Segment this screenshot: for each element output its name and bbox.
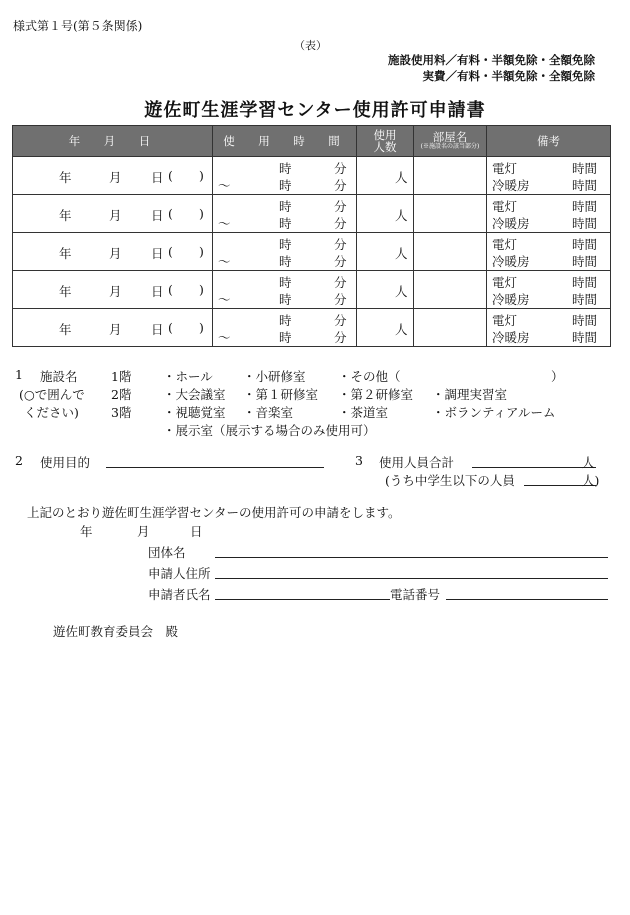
aircon-hours-label: 時間 (572, 216, 598, 231)
weekday-paren-close: ) (199, 282, 204, 297)
room-cell[interactable] (414, 157, 487, 195)
header-date: 年 月 日 (13, 126, 213, 157)
total-people-field[interactable] (472, 467, 596, 468)
range-tilde: ～ (218, 254, 231, 269)
month-label: 月 (109, 208, 122, 223)
room-training-1[interactable]: ・第１研修室 (243, 387, 319, 402)
header-people-line1: 使用 (373, 128, 397, 142)
floor-3-label: 3階 (111, 405, 132, 420)
light-label: 電灯 (492, 275, 518, 290)
students-unit: 人) (582, 473, 600, 488)
time-cell[interactable] (213, 271, 357, 309)
room-tea[interactable]: ・茶道室 (338, 405, 389, 420)
people-unit: 人 (395, 284, 408, 299)
weekday-paren-close: ) (199, 206, 204, 221)
header-room-note: (※施設名の該当部分) (420, 143, 480, 150)
people-cell[interactable] (357, 157, 414, 195)
section1-number: 1 (15, 367, 23, 382)
light-label: 電灯 (492, 161, 518, 176)
aircon-label: 冷暖房 (492, 178, 530, 193)
aircon-hours-label: 時間 (572, 178, 598, 193)
floor-2-label: 2階 (111, 387, 132, 402)
start-hour-label: 時 (279, 199, 292, 214)
time-cell[interactable] (213, 157, 357, 195)
remarks-cell[interactable] (487, 195, 611, 233)
start-minute-label: 分 (334, 313, 347, 328)
people-unit: 人 (395, 170, 408, 185)
day-label: 日 (151, 246, 164, 261)
address-field[interactable] (215, 578, 608, 579)
room-cooking[interactable]: ・調理実習室 (432, 387, 508, 402)
month-label: 月 (109, 284, 122, 299)
actual-cost-status: 実費／有料・半額免除・全額免除 (422, 69, 595, 83)
room-other[interactable]: ・その他（ (338, 369, 401, 384)
range-tilde: ～ (218, 292, 231, 307)
section3-label: 使用人員合計 (379, 455, 455, 470)
section2-label: 使用目的 (40, 455, 91, 470)
start-minute-label: 分 (334, 161, 347, 176)
room-av[interactable]: ・視聴覚室 (163, 405, 226, 420)
application-year: 年 (80, 524, 93, 539)
weekday-paren-close: ) (199, 168, 204, 183)
light-hours-label: 時間 (572, 313, 598, 328)
header-time: 使 用 時 間 (213, 126, 357, 157)
aircon-hours-label: 時間 (572, 292, 598, 307)
header-people (357, 126, 414, 157)
date-cell[interactable] (13, 157, 213, 195)
time-cell[interactable] (213, 233, 357, 271)
people-cell[interactable] (357, 195, 414, 233)
table-row (13, 157, 611, 195)
start-minute-label: 分 (334, 275, 347, 290)
group-name-label: 団体名 (148, 545, 186, 560)
day-label: 日 (151, 284, 164, 299)
range-tilde: ～ (218, 330, 231, 345)
addressee: 遊佐町教育委員会 殿 (53, 624, 179, 639)
room-music[interactable]: ・音楽室 (243, 405, 294, 420)
header-people-line2: 人数 (373, 140, 397, 154)
room-cell[interactable] (414, 271, 487, 309)
aircon-hours-label: 時間 (572, 330, 598, 345)
aircon-label: 冷暖房 (492, 330, 530, 345)
start-hour-label: 時 (279, 275, 292, 290)
people-unit: 人 (395, 246, 408, 261)
total-people-unit: 人 (582, 455, 595, 470)
light-hours-label: 時間 (572, 161, 598, 176)
room-training-2[interactable]: ・第２研修室 (338, 387, 414, 402)
year-label: 年 (59, 170, 72, 185)
light-hours-label: 時間 (572, 275, 598, 290)
aircon-hours-label: 時間 (572, 254, 598, 269)
room-other-close: ） (551, 369, 564, 384)
start-minute-label: 分 (334, 237, 347, 252)
light-label: 電灯 (492, 237, 518, 252)
end-hour-label: 時 (279, 254, 292, 269)
light-label: 電灯 (492, 199, 518, 214)
weekday-paren-open: ( (168, 168, 173, 183)
range-tilde: ～ (218, 216, 231, 231)
end-minute-label: 分 (334, 330, 347, 345)
group-name-field[interactable] (215, 557, 608, 558)
day-label: 日 (151, 170, 164, 185)
table-header-row (13, 126, 611, 157)
weekday-paren-open: ( (168, 320, 173, 335)
application-statement: 上記のとおり遊佐町生涯学習センターの使用許可の申請をします。 (27, 505, 401, 520)
date-cell[interactable] (13, 309, 213, 347)
table-row (13, 195, 611, 233)
aircon-label: 冷暖房 (492, 254, 530, 269)
purpose-field[interactable] (106, 467, 324, 468)
end-minute-label: 分 (334, 254, 347, 269)
end-minute-label: 分 (334, 292, 347, 307)
start-hour-label: 時 (279, 161, 292, 176)
day-label: 日 (151, 208, 164, 223)
applicant-name-label: 申請者氏名 (148, 587, 211, 602)
section1-note-line2: ください) (24, 405, 79, 420)
weekday-paren-open: ( (168, 282, 173, 297)
date-cell[interactable] (13, 271, 213, 309)
start-minute-label: 分 (334, 199, 347, 214)
end-minute-label: 分 (334, 178, 347, 193)
aircon-label: 冷暖房 (492, 216, 530, 231)
table-row (13, 309, 611, 347)
header-remarks: 備考 (487, 126, 611, 157)
time-cell[interactable] (213, 309, 357, 347)
facility-fee-status: 施設使用料／有料・半額免除・全額免除 (388, 53, 595, 67)
section1-note-line1: (○で囲んで (19, 387, 85, 402)
time-cell[interactable] (213, 195, 357, 233)
remarks-cell[interactable] (487, 233, 611, 271)
end-minute-label: 分 (334, 216, 347, 231)
start-hour-label: 時 (279, 313, 292, 328)
room-cell[interactable] (414, 233, 487, 271)
light-label: 電灯 (492, 313, 518, 328)
page-title: 遊佐町生涯学習センター使用許可申請書 (144, 100, 486, 121)
section3-number: 3 (355, 453, 363, 468)
section2-number: 2 (15, 453, 23, 468)
weekday-paren-open: ( (168, 206, 173, 221)
header-room (414, 126, 487, 157)
room-volunteer[interactable]: ・ボランティアルーム (432, 405, 556, 420)
application-month: 月 (137, 524, 150, 539)
people-cell[interactable] (357, 309, 414, 347)
end-hour-label: 時 (279, 216, 292, 231)
weekday-paren-close: ) (199, 320, 204, 335)
light-hours-label: 時間 (572, 199, 598, 214)
start-hour-label: 時 (279, 237, 292, 252)
application-day: 日 (190, 524, 203, 539)
end-hour-label: 時 (279, 330, 292, 345)
section1-label: 施設名 (40, 369, 78, 384)
date-cell[interactable] (13, 233, 213, 271)
aircon-label: 冷暖房 (492, 292, 530, 307)
people-cell[interactable] (357, 233, 414, 271)
weekday-paren-open: ( (168, 244, 173, 259)
floor-1-label: 1階 (111, 369, 132, 384)
form-number: 様式第１号(第５条関係) (13, 19, 143, 33)
day-label: 日 (151, 322, 164, 337)
people-unit: 人 (395, 208, 408, 223)
room-cell[interactable] (414, 309, 487, 347)
month-label: 月 (109, 322, 122, 337)
usage-table (12, 125, 611, 347)
remarks-cell[interactable] (487, 309, 611, 347)
room-hall[interactable]: ・ホール (163, 369, 213, 384)
weekday-paren-close: ) (199, 244, 204, 259)
room-exhibition[interactable]: ・展示室（展示する場合のみ使用可） (163, 423, 376, 438)
students-label: (うち中学生以下の人員 (385, 473, 515, 488)
year-label: 年 (59, 322, 72, 337)
remarks-cell[interactable] (487, 157, 611, 195)
month-label: 月 (109, 246, 122, 261)
room-small-training[interactable]: ・小研修室 (243, 369, 306, 384)
year-label: 年 (59, 208, 72, 223)
phone-label: 電話番号 (390, 587, 441, 602)
address-label: 申請人住所 (148, 566, 211, 581)
date-cell[interactable] (13, 195, 213, 233)
remarks-cell[interactable] (487, 271, 611, 309)
people-cell[interactable] (357, 271, 414, 309)
phone-field[interactable] (446, 599, 608, 600)
room-large-meeting[interactable]: ・大会議室 (163, 387, 226, 402)
applicant-name-field[interactable] (215, 599, 390, 600)
people-unit: 人 (395, 322, 408, 337)
end-hour-label: 時 (279, 178, 292, 193)
light-hours-label: 時間 (572, 237, 598, 252)
front-side-label: （表） (294, 39, 327, 52)
header-room-line1: 部屋名 (432, 130, 468, 144)
table-row (13, 233, 611, 271)
end-hour-label: 時 (279, 292, 292, 307)
year-label: 年 (59, 284, 72, 299)
month-label: 月 (109, 170, 122, 185)
year-label: 年 (59, 246, 72, 261)
room-cell[interactable] (414, 195, 487, 233)
table-row (13, 271, 611, 309)
range-tilde: ～ (218, 178, 231, 193)
